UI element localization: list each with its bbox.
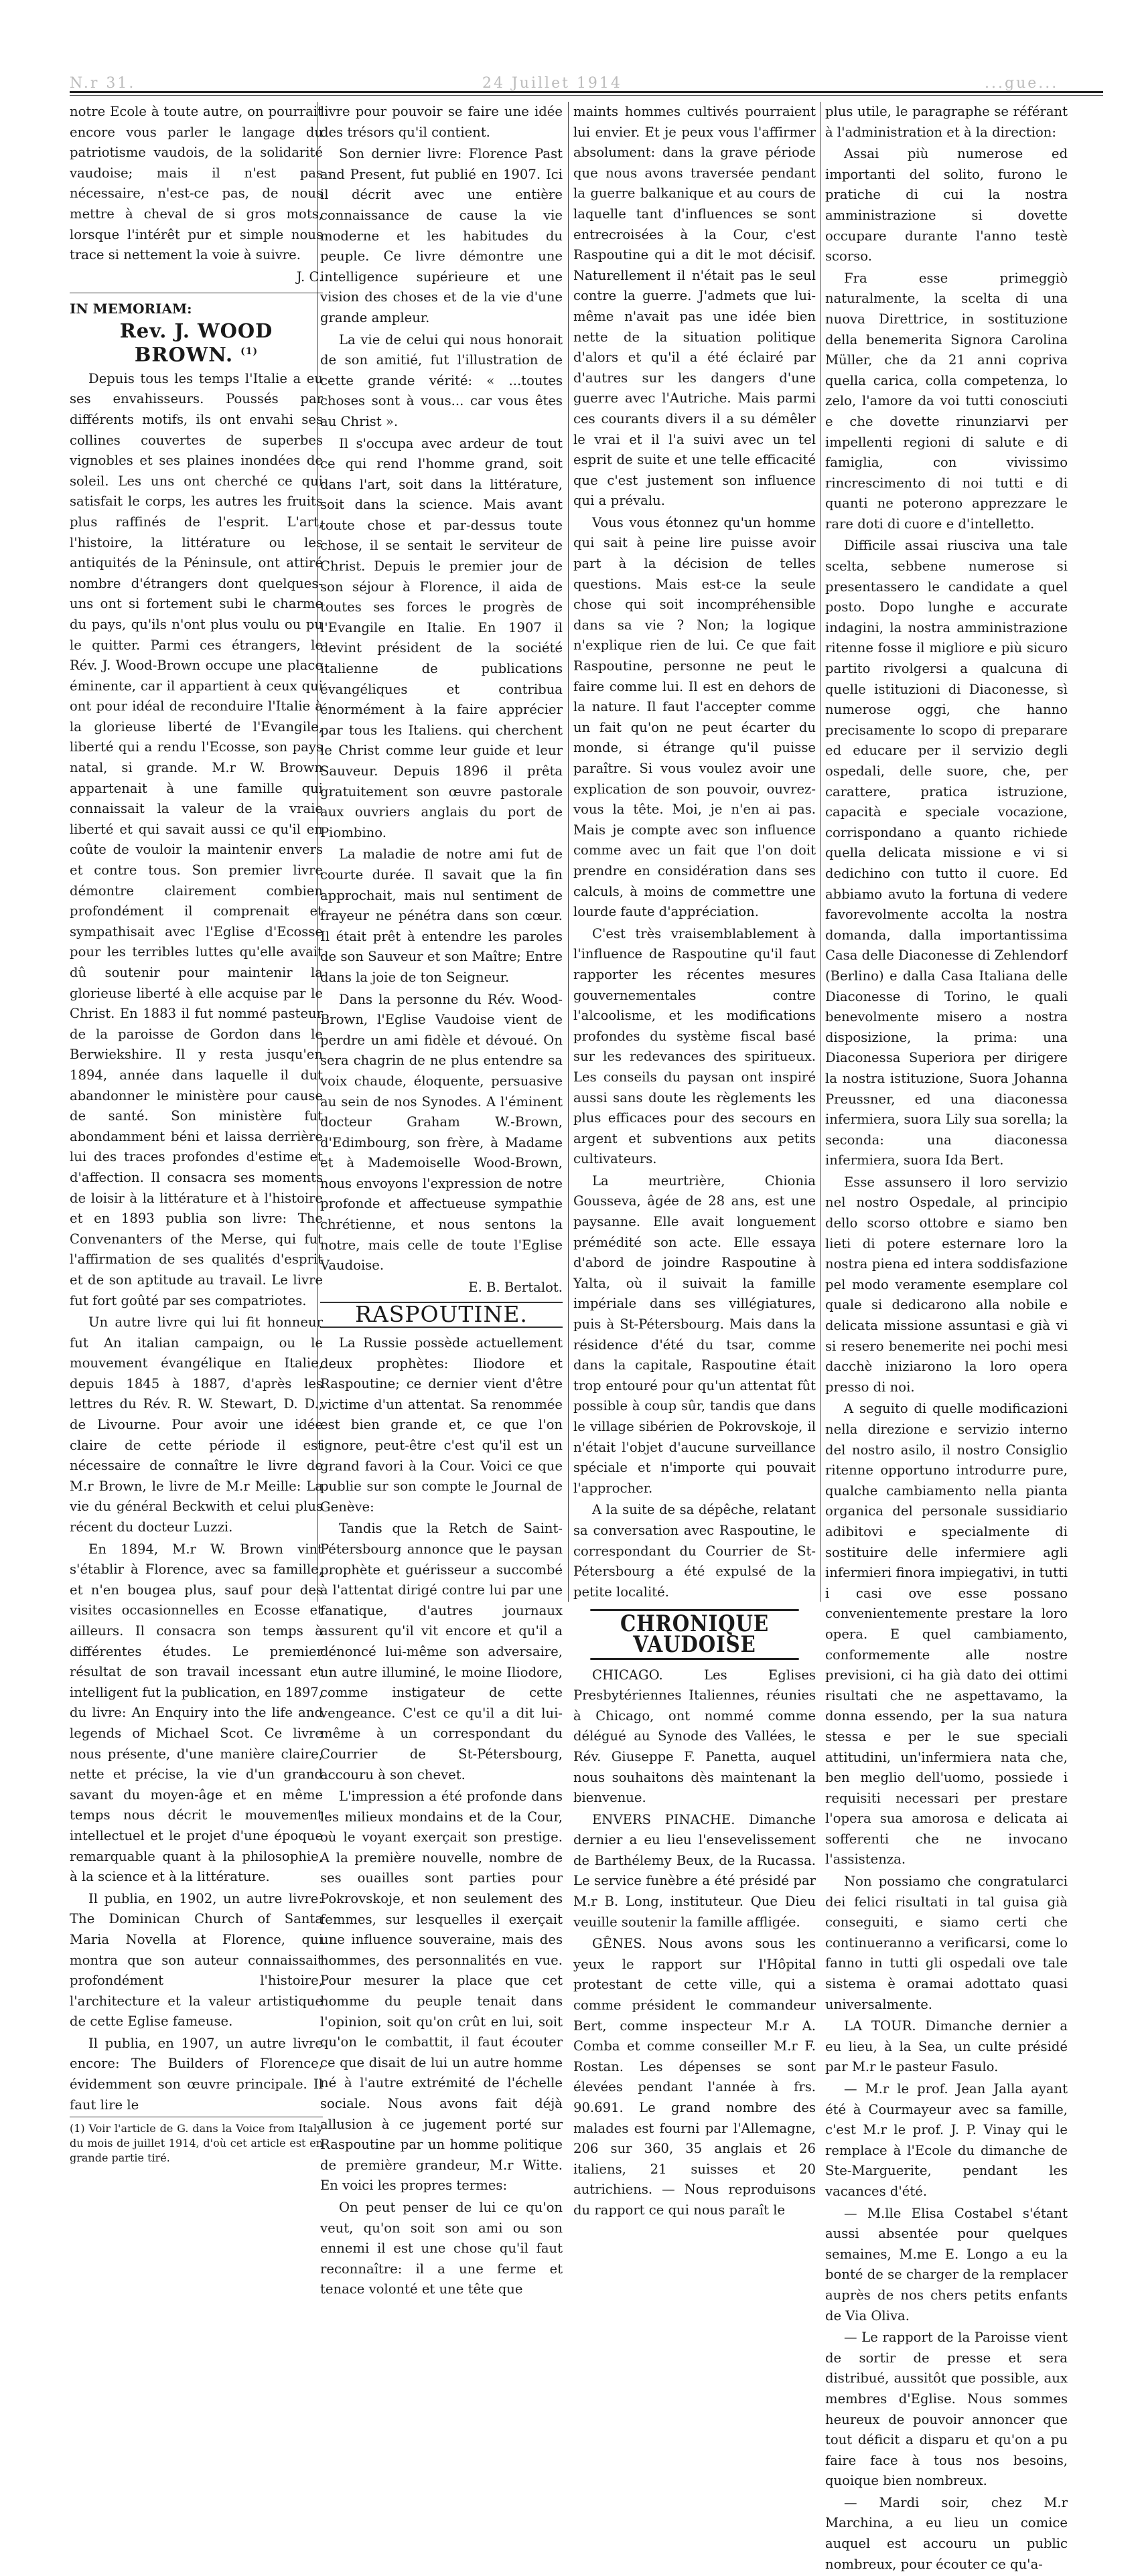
article-paragraph: Tandis que la Retch de Saint-Pétersbourg annonce que le paysan prophète et guérisseur a succombé à l'attentat dirigé contre lui par une fanatique, d'autres journaux assurent qu'il vit encore et qu'il a dénoncé lui-même son adversaire, un autre illuminé, le moine Iliodore, comme instigateur de cette vengeance. C'est ce qu'il a dit lui-même à un correspondant du Courrier de St-Pétersbourg, accouru à son chevet. <box>320 1521 563 1783</box>
article-title <box>70 321 323 365</box>
article-signature: E. B. Bertalot. <box>468 1279 563 1295</box>
article-paragraph: Depuis tous les temps l'Italie a eu ses envahisseurs. Poussés par différents motifs, ils ont envahi ses collines couvertes de superbes vignobles et ses plaines inondées de soleil. Les uns ont cherché ce qui satisfait le corps, les autres les fruits plus raffinés de l'esprit. L'art, l'histoire, la littérature ou les antiquités de la Péninsule, ont attiré nombre d'étrangers dont quelques-uns ont si fortement subi le charme du pays, qu'ils n'ont plus voulu ou pu le quitter. Parmi ces étrangers, le Rév. J. Wood-Brown occupe une place éminente, car il appartient à ceux qui ont pour idéal de reconduire l'Italie à la glorieuse liberté de l'Evangile, liberté qui a rendu l'Ecosse, son pays natal, si grande. M.r W. Brown appartenait à une famille qui connaissait la valeur de la vraie liberté et qui savait aussi ce qu'il en coûte de vouloir la maintenir envers et contre tous. Son premier livre démontre clairement combien profondément il comprenait et sympathisait avec l'Eglise d'Ecosse pour les terribles luttes qu'elle avait dû soutenir pour maintenir la glorieuse liberté à elle acquise par le Christ. En 1883 il fut nommé pasteur de la paroisse de Gordon dans le Berwiekshire. Il y resta jusqu'en 1894, année dans laquelle il dut abandonner le ministère pour cause de santé. Son ministère fut abondamment béni et laissa derrière lui des traces profondes d'estime et d'affection. Il consacra ses moments de loisir à la littérature et à l'histoire et en 1893 publia son livre: The Convenanters of the Merse, qui fut l'affirmation de ses qualités d'esprit et de son aptitude au travail. Le livre fut fort goûté par ses compatriotes. <box>70 370 323 1308</box>
article-paragraph: Dans la personne du Rév. Wood-Brown, l'Eglise Vaudoise vient de perdre un ami fidèle et dévoué. On sera chagrin de ne plus entendre sa voix chaude, éloquente, persuasive au sein de nos Synodes. A l'éminent docteur Graham W.-Brown, d'Edimbourg, son frère, à Madame et à Mademoiselle Wood-Brown, nous envoyons l'expression de notre profonde et affectueuse sympathie chrétienne, et nous sentons la notre, mais celle de toute l'Eglise Vaudoise. <box>320 991 563 1274</box>
news-item: — Le rapport de la Paroisse vient de sortir de presse et sera distribué, aussitôt que possible, aux membres d'Eglise. Nous sommes heureux de pouvoir annoncer que tout déficit a disparu et qu'on a pu faire face à tous nos besoins, quoique bien nombreux. <box>825 2330 1068 2489</box>
intro-signature: J. C. <box>296 269 323 285</box>
quoted-paragraph: Difficile assai riusciva una tale scelta, sebbene numerose si presentassero le candidate a quel posto. Dopo lunghe e accurate indagini, la nostra amministrazione ritenne fosse il migliore e più sicuro partito rivolgersi a qualcuna di quelle istituzioni di Diaconesse, sì numerose oggi, che hanno precisamente lo scopo di preparare ed educare per il servizio degli ospedali, delle suore, che, per carattere, pratica istruzione, capacità e speciale vocazione, corrispondano a quanto richiede quella delicata missione e vi si dedichino con tutto il cuore. Ed abbiamo avuto la fortuna di vedere favorevolmente accolta la nostra domanda, dalla importantissima Casa delle Diaconesse di Zehlendorf (Berlino) e dalla Casa Italiana delle Diaconesse di Torino, le quali benevolmente misero a nostra disposizione, la prima: una Diaconessa Superiora per dirigere la nostra istituzione, Suora Johanna Preussner, ed una diaconessa infermiera, suora Lily sua sorella; la seconda: una diaconessa infermiera, suora Ida Bert. <box>825 538 1068 1168</box>
intro-paragraph: notre Ecole à toute autre, on pourrait encore vous parler le langage du patriotisme vaudois, de la solidarité vaudoise; mais il n'est pas nécessaire, n'est-ce pas, de nous mettre à cheval de si gros mots, lorsque l'intérêt pur et simple nous trace si nettement la voie à suivre. <box>70 104 323 263</box>
header-issue-number: N.r 31. <box>70 75 136 92</box>
column-2 <box>320 102 563 2301</box>
news-item: CHICAGO. Les Eglises Presbytériennes Italiennes, réunies à Chicago, ont nommé comme délégué au Synode des Vallées, le Rév. Giuseppe F. Panetta, auquel nous souhaitons dès maintenant la bienvenue. <box>573 1667 816 1806</box>
article-paragraph: maints hommes cultivés pourraient lui envier. Et je peux vous l'affirmer absolument: dans la grave période que nous avons traversée pendant la guerre balkanique et au cours de laquelle tant d'influences se sont entrecroisées à la Cour, c'est Raspoutine qui a dit le mot décisif. Naturellement il n'était pas le seul contre la guerre. J'admets que lui-même n'avait pas une idée bien nette de la situation politique d'alors et qu'il a été éclairé par d'autres sur les dangers d'une guerre avec l'Autriche. Mais parmi ces courants divers il a su démêler le vrai et il l'a suivi avec un tel esprit de suite et une telle efficacité que c'est justement son influence qui a prévalu. <box>573 104 816 509</box>
article-paragraph: La maladie de notre ami fut de courte durée. Il savait que la fin approchait, mais nul sentiment de frayeur ne pénétra dans son cœur. Il était prêt à entendre les paroles de son Sauveur et son Maître; Entre dans la joie de ton Seigneur. <box>320 846 563 985</box>
article-paragraph: Il s'occupa avec ardeur de tout ce qui rend l'homme grand, soit dans l'art, soit dans la littérature, soit dans la science. Mais avant toute chose et par-dessus toute chose, il se sentait le serviteur de Christ. Depuis le premier jour de son séjour à Florence, il aida de toutes ses forces le progrès de l'Evangile en Italie. En 1907 il devint président de la société italienne de publications évangéliques et contribua énormément à la faire apprécier par tous les Italiens. qui cherchent le Christ comme leur guide et leur Sauveur. Depuis 1896 il prêta gratuitement son œuvre pastorale aux ouvriers anglais du port de Piombino. <box>320 435 563 840</box>
section-heading-chronique: CHRONIQUE VAUDOISE <box>590 1609 798 1659</box>
article-paragraph: A la suite de sa dépêche, relatant sa conversation avec Raspoutine, le correspondant du Courrier de St-Pétersbourg a été expulsé de la petite localité. <box>573 1502 816 1600</box>
article-paragraph: La meurtrière, Chionia Gousseva, âgée de 28 ans, est une paysanne. Elle avait longuement prémédité son acte. Elle essaya d'abord de joindre Raspoutine à Yalta, où il suivait la famille impériale dans ses villégiatures, puis à St-Pétersbourg. Mais dans la résidence d'été du tsar, comme dans la capitale, Raspoutine était trop entouré pour qu'un attentat fût possible à coup sûr, tandis que dans le village sibérien de Pokrovskoje, il n'était l'objet d'aucune surveillance spéciale et n'importe qui pouvait l'approcher. <box>573 1172 816 1496</box>
news-item: — M.lle Elisa Costabel s'étant aussi absentée pour quelques semaines, M.me E. Longo a eu la bonté de se charger de la remplacer auprès de nos chers petits enfants de Via Oliva. <box>825 2205 1068 2324</box>
column-4 <box>825 102 1068 2576</box>
news-item: GÊNES. Nous avons sous les yeux le rapport sur l'Hôpital protestant de cette ville, qui a comme président le commandeur Bert, comme inspecteur M.r A. Comba et comme conseiller M.r F. Rostan. Les dépenses se sont élevées pendant l'année à frs. 90.691. Le grand nombre des malades est fourni par l'Allemagne, 206 sur 360, 35 anglais et 26 italiens, 21 suisses et 20 autrichiens. — Nous reproduisons du rapport ce qui nous paraît le <box>573 1936 816 2218</box>
article-paragraph: Un autre livre qui lui fit honneur fut An italian campaign, ou le mouvement évangélique en Italie, depuis 1845 à 1887, d'après les lettres du Rév. R. W. Stewart, D. D., de Livourne. Pour avoir une idée claire de cette période il est nécessaire de connaître le livre de M.r Brown, le livre de M.r Meille: La vie du général Beckwith et celui plus récent du docteur Luzzi. <box>70 1314 323 1535</box>
header-rule <box>70 91 1103 93</box>
section-heading-raspoutine: RASPOUTINE. <box>320 1302 563 1328</box>
article-paragraph: En 1894, M.r W. Brown vint s'établir à Florence, avec sa famille, et n'en bougea plus, sauf pour des visites occasionnelles en Ecosse et ailleurs. Il consacra son temps à différentes études. Le premier résultat de son travail incessant et intelligent fut la publication, en 1897, du livre: An Enquiry into the life and legends of Michael Scot. Ce livre nous présente, d'une manière claire, nette et précise, la vie d'un grand savant du moyen-âge et en même temps nous décrit le mouvement intellectuel et le projet d'une époque remarquable quant à la philosophie, à la science et à la littérature. <box>70 1541 323 1885</box>
article-paragraph: Il publia, en 1907, un autre livre encore: The Builders of Florence, évidemment son œuvre principale. Il faut lire le <box>70 2035 323 2113</box>
article-paragraph: L'impression a été profonde dans les milieux mondains et de la Cour, où le voyant exerçait son prestige. A la première nouvelle, nombre de ses ouailles sont parties pour Pokrovskoje, et non seulement des femmes, sur lesquelles il exerçait une influence souveraine, mais des hommes, des personnalités en vue. Pour mesurer la place que cet homme du peuple tenait dans l'opinion, soit qu'on crût en lui, soit qu'on le combattit, il faut écouter ce que disait de lui un autre homme né à l'autre extrémité de l'échelle sociale. Nous avons fait déjà allusion à ce jugement porté sur Raspoutine par un homme politique de première grandeur, M.r Witte. En voici les propres termes: <box>320 1789 563 2194</box>
page-header <box>0 75 1142 96</box>
article-paragraph: C'est très vraisemblablement à l'influence de Raspoutine qu'il faut rapporter les récentes mesures gouvernementales contre l'alcoolisme, et les modifications profondes du système fiscal basé sur les redevances des spiritueux. Les conseils du paysan ont inspiré aussi sans doute les règlements les plus efficaces pour des secours en argent et subventions aux petits cultivateurs. <box>573 925 816 1167</box>
news-item: — M.r le prof. Jean Jalla ayant été à Courmayeur avec sa famille, c'est M.r le prof. J. P. Vinay qui le remplace à l'Ecole du dimanche de Ste-Marguerite, pendant les vacances d'été. <box>825 2081 1068 2199</box>
header-right: ...gue... <box>985 75 1059 92</box>
section-label: IN MEMORIAM: <box>70 301 192 317</box>
news-item: ENVERS PINACHE. Dimanche dernier a eu lieu l'ensevelissement de Barthélemy Beux, de la Rucassa. Le service funèbre a été présidé par M.r B. Long, instituteur. Que Dieu veuille soutenir la famille affligée. <box>573 1811 816 1930</box>
article-paragraph: plus utile, le paragraphe se référant à l'administration et à la direction: <box>825 104 1068 140</box>
footnote: (1) Voir l'article de G. dans la Voice from Italy du mois de juillet 1914, d'où cet article est en grande partie tiré. <box>70 2117 323 2166</box>
header-rule-thin <box>70 95 1103 96</box>
footnote-marker: (1) <box>240 346 259 357</box>
article-paragraph: Il publia, en 1902, un autre livre: The Dominican Church of Santa Maria Novella at Florence, qui montra que son auteur connaissait profondément l'histoire, l'architecture et la valeur artistique de cette Eglise fameuse. <box>70 1890 323 2030</box>
quoted-paragraph: Non possiamo che congratularci dei felici risultati in tal guisa già conseguiti, e siamo certi che continueranno a verificarsi, come lo fanno in tutti gli ospedali ove tale sistema è oramai adottato quasi universalmente. <box>825 1874 1068 2012</box>
column-1 <box>70 102 323 2167</box>
article-title-text: Rev. J. WOOD BROWN. <box>119 319 273 366</box>
column-3 <box>573 102 816 2222</box>
article-paragraph: Son dernier livre: Florence Past and Present, fut publié en 1907. Ici il décrit avec une entière connaissance de cause la vie moderne et les habitudes du peuple. Ce livre démontre une intelligence supérieure et une vision des choses et de la vie d'une grande ampleur. <box>320 146 563 325</box>
article-paragraph: livre pour pouvoir se faire une idée des trésors qu'il contient. <box>320 104 563 140</box>
news-item: LA TOUR. Dimanche dernier a eu lieu, à la Sea, un culte présidé par M.r le pasteur Fasulo. <box>825 2018 1068 2075</box>
quoted-paragraph: Fra esse primeggiò naturalmente, la scelta di una nuova Direttrice, in sostituzione della benemerita Signora Carolina Müller, che da 21 anni copriva quella carica, colla competenza, lo zelo, l'amore da voi tutti conosciuti e che dovette rinunziarvi per impellenti regioni di salute e di famiglia, con vivissimo rincrescimento di noi tutti e di quanti ne poterono apprezzare le rare doti di cuore e d'intelletto. <box>825 270 1068 532</box>
article-paragraph: La vie de celui qui nous honorait de son amitié, fut l'illustration de cette grande vérité: « ...toutes choses sont à vous... car vous êtes au Christ ». <box>320 331 563 429</box>
header-date: 24 Juillet 1914 <box>482 75 622 92</box>
news-item: — Mardi soir, chez M.r Marchina, a eu lieu un comice auquel est accouru un public nombreux, pour écouter ce qu'a- <box>825 2494 1068 2572</box>
article-paragraph: Vous vous étonnez qu'un homme qui sait à peine lire puisse avoir part à la décision de telles questions. Mais est-ce la seule chose qui soit incompréhensible dans sa vie ? Non; la logique n'explique rien de lui. Ce que fait Raspoutine, personne ne peut le faire comme lui. Il est en dehors de la nature. Il faut l'accepter comme un fait qu'on ne peut écarter du monde, si étrange qu'il puisse paraître. Si vous voulez avoir une explication de son pouvoir, ouvrez-vous la tête. Moi, je n'en ai pas. Mais je compte avec son influence comme avec un fait que l'on doit prendre en considération dans ses calculs, à moins de commettre une lourde faute d'appréciation. <box>573 514 816 920</box>
column-divider <box>568 102 569 1602</box>
quoted-paragraph: Esse assunsero il loro servizio nel nostro Ospedale, al principio dello scorso ottobre e siamo ben lieti di potere esternare loro la nostra piena ed intera soddisfazione pel modo veramente esemplare col quale si dedicarono alla nobile e delicata missione assuntasi e già vi si resero benemerite nei pochi mesi dacchè iniziarono la loro opera presso di noi. <box>825 1174 1068 1395</box>
quoted-paragraph: Assai più numerose ed importanti del solito, furono le pratiche di cui la nostra amministrazione si dovette occupare durante l'anno testè scorso. <box>825 146 1068 264</box>
article-paragraph: On peut penser de lui ce qu'on veut, qu'on soit son ami ou son ennemi il est une chose qu'il faut reconnaître: il a une ferme et tenace volonté et une tête que <box>320 2199 563 2297</box>
quoted-paragraph: A seguito di quelle modificazioni nella direzione e servizio interno del nostro asilo, il nostro Consiglio ritenne opportuno introdurre pure, qualche cambiamento nella pianta organica del personale sussidiario adibitovi e specialmente di sostituire delle infermiere agli infermieri finora impiegativi, in tutti i casi ove esse possano convenientemente prestare la loro opera. E quel cambiamento, conformemente alle nostre previsioni, ci ha già dato dei ottimi risultati che ne aspettavamo, la donna essendo, per la sua natura stessa e per le sue speciali attitudini, un'infermiera nata che, ben meglio dell'uomo, possiede i requisiti necessari per prestare l'opera sua amorosa e delicata ai sofferenti che ne invocano l'assistenza. <box>825 1401 1068 1868</box>
article-paragraph: La Russie possède actuellement deux prophètes: Iliodore et Raspoutine; ce dernier vient d'être victime d'un attentat. Sa renommée est bien grande et, ce que l'on ignore, peut-être c'est qu'il est un grand favori à la Cour. Voici ce que publie sur son compte le Journal de Genève: <box>320 1335 563 1515</box>
